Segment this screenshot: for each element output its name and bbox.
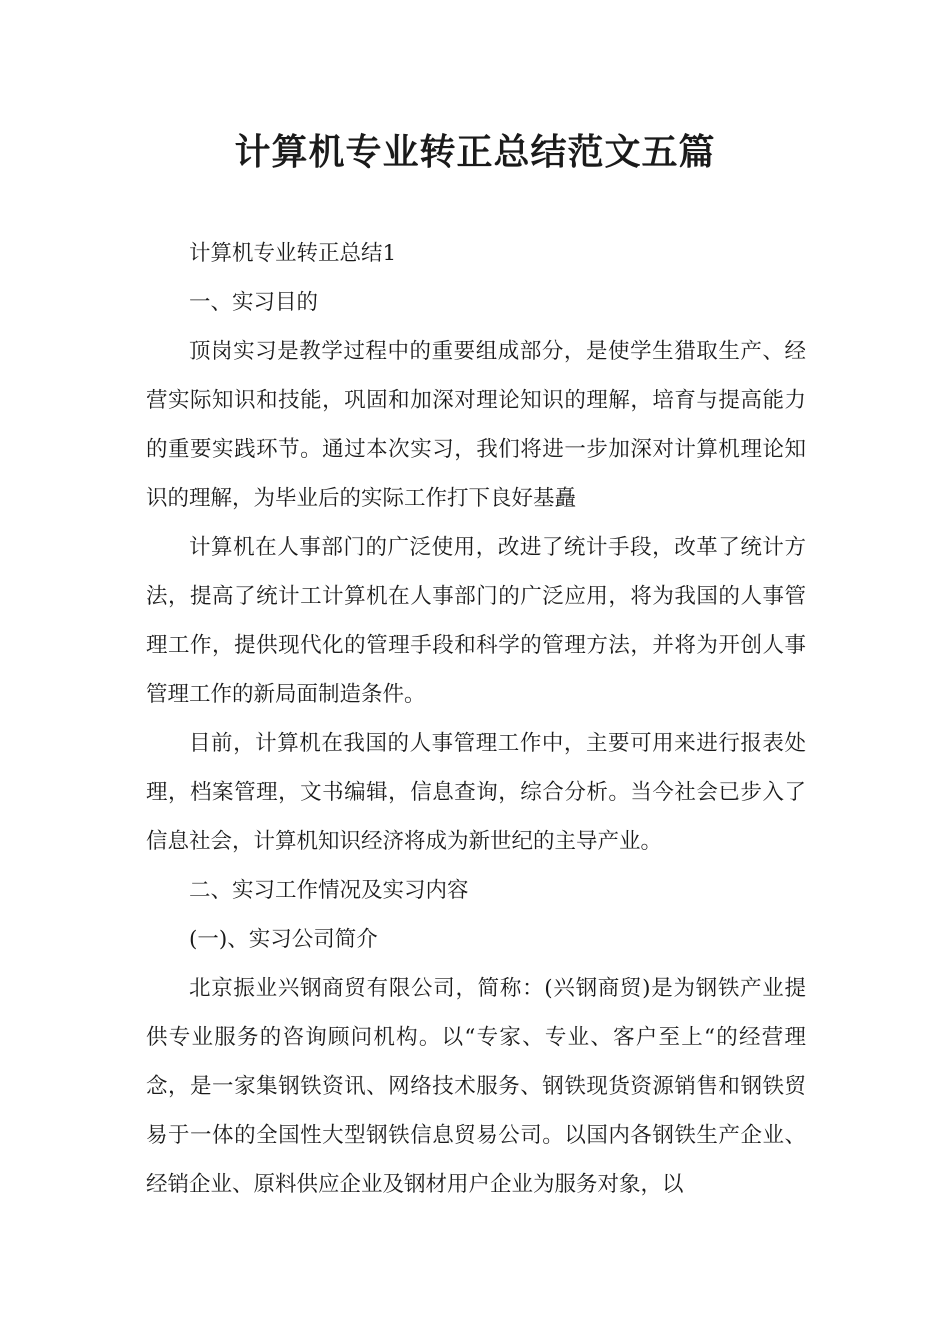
document-body: [146, 229, 806, 1209]
paragraph: 目前，计算机在我国的人事管理工作中，主要可用来进行报表处理，档案管理，文书编辑，信息查询，综合分析。当今社会已步入了信息社会，计算机知识经济将成为新世纪的主导产业。: [146, 731, 806, 854]
paragraph: 北京振业兴钢商贸有限公司，简称：(兴钢商贸)是为钢铁产业提供专业服务的咨询顾问机构。以“专家、专业、客户至上“的经营理念，是一家集钢铁资讯、网络技术服务、钢铁现货资源销售和钢铁贸易于一体的全国性大型钢铁信息贸易公司。以国内各钢铁生产企业、经销企业、原料供应企业及钢材用户企业为服务对象，以: [146, 976, 806, 1197]
section-heading: 计算机专业转正总结1: [189, 241, 397, 266]
paragraph: 计算机在人事部门的广泛使用，改进了统计手段，改革了统计方法，提高了统计工计算机在人事部门的广泛应用，将为我国的人事管理工作，提供现代化的管理手段和科学的管理方法，并将为开创人事管理工作的新局面制造条件。: [146, 535, 806, 707]
section-heading: 二、实习工作情况及实习内容: [189, 878, 469, 903]
section-heading: (一)、实习公司简介: [189, 927, 378, 952]
paragraph: 顶岗实习是教学过程中的重要组成部分，是使学生猎取生产、经营实际知识和技能，巩固和加深对理论知识的理解，培育与提高能力的重要实践环节。通过本次实习，我们将进一步加深对计算机理论知识的理解，为毕业后的实际工作打下良好基矗: [146, 339, 806, 511]
document-title: 计算机专业转正总结范文五篇: [234, 132, 716, 173]
section-heading: 一、实习目的: [189, 290, 319, 315]
